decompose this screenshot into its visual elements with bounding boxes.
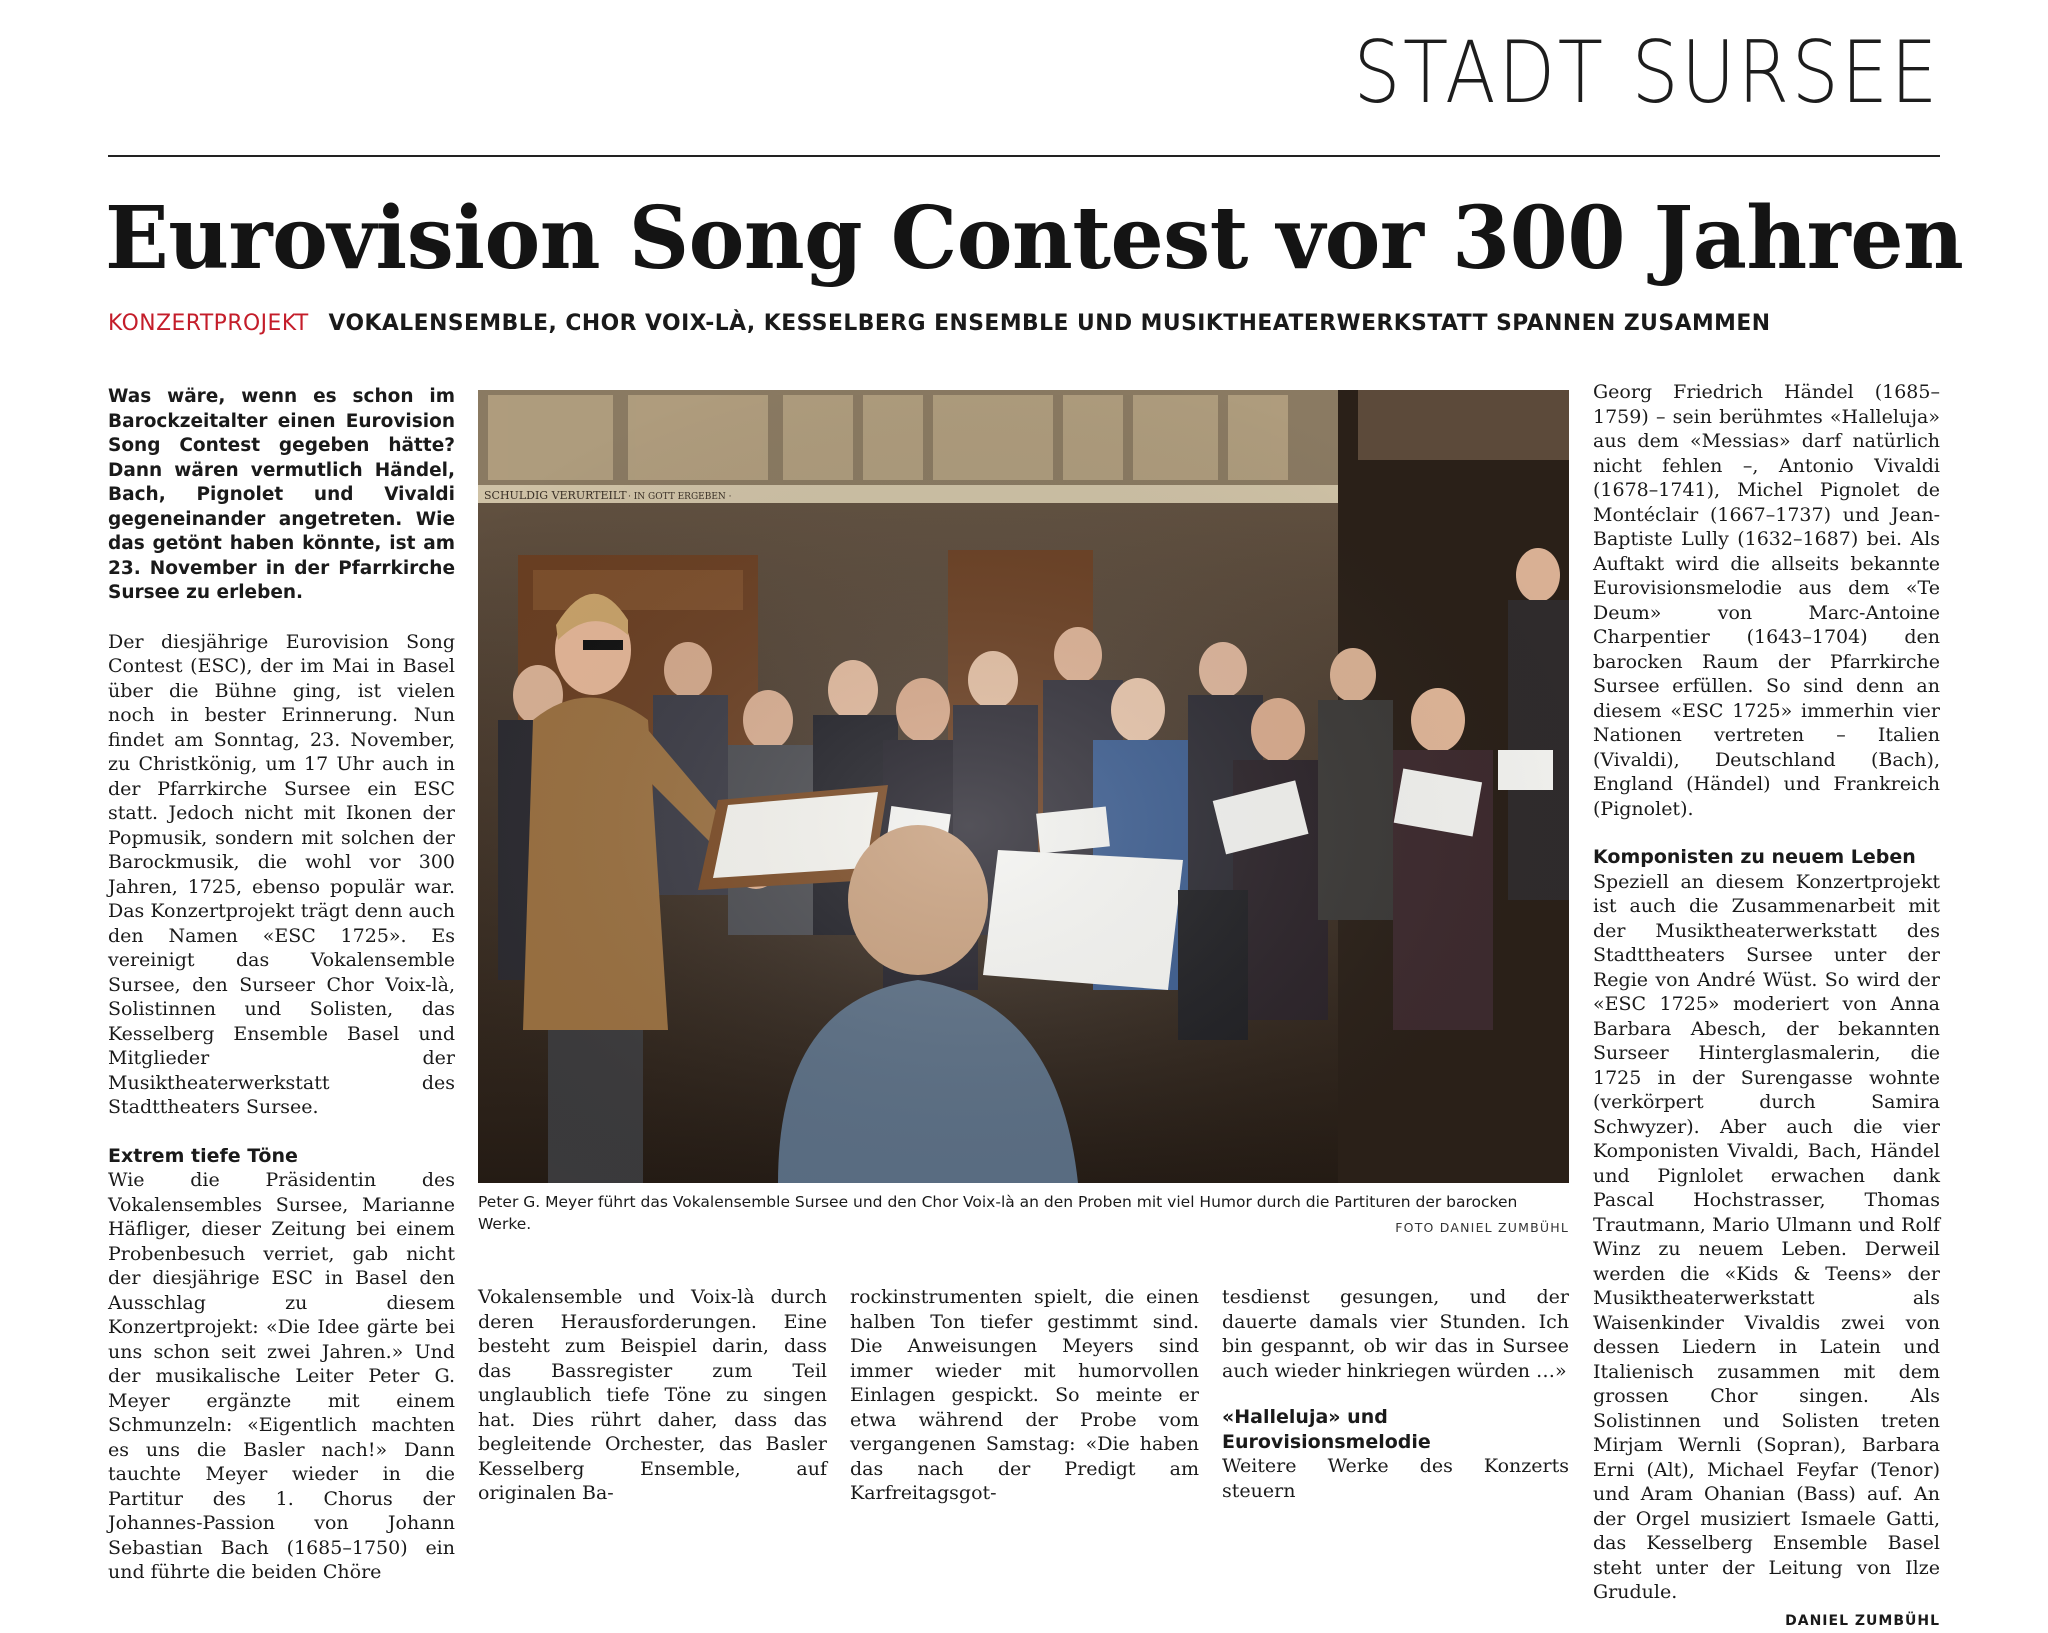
subhead-komponisten: Komponisten zu neuem Leben [1593, 845, 1940, 870]
photo-credit: FOTO DANIEL ZUMBÜHL [1395, 1220, 1569, 1235]
body-paragraph-4: rockinstrumenten spielt, die einen halben Ton tiefer gestimmt sind. Die Anweisungen Meyers sind immer wieder mit humorvollen Einlagen gespickt. So meinte er etwa während der Probe vom vergangenen Samstag: «Die haben das nach der Predigt am Karfreitagsgot- [850, 1285, 1199, 1506]
subhead-halleluja: «Halleluja» und Eurovisionsmelodie [1222, 1405, 1569, 1454]
column-2 [478, 1285, 827, 1506]
top-divider [108, 155, 1940, 157]
choir-photo [478, 390, 1569, 1183]
kicker-row [108, 311, 1771, 336]
body-paragraph-1: Der diesjährige Eurovision Song Contest (ESC), der im Mai in Basel über die Bühne ging, ist vielen noch in bester Erinnerung. Nun findet am Sonntag, 23. November, zu Christkönig, um 17 Uhr auch in der Pfarrkirche Sursee ein ESC statt. Jedoch nicht mit Ikonen der Popmusik, sondern mit solchen der Barockmusik, die wohl vor 300 Jahren, 1725, ebenso populär war. Das Konzertprojekt trägt denn auch den Namen «ESC 1725». Es vereinigt das Vokalensemble Sursee, den Surseer Chor Voix-là, Solistinnen und Solisten, das Kesselberg Ensemble Basel und Mitglieder der Musiktheaterwerkstatt des Stadttheaters Sursee. [108, 630, 455, 1120]
kicker-label: KONZERTPROJEKT [108, 310, 309, 336]
headline: Eurovision Song Contest vor 300 Jahren [105, 196, 1963, 282]
body-paragraph-8: Speziell an diesem Konzertprojekt ist auch die Zusammenarbeit mit der Musiktheaterwerkstatt des Stadttheaters Sursee unter der Regie von André Wüst. So wird der «ESC 1725» moderiert von Anna Barbara Abesch, der bekannten Surseer Hinterglasmalerin, die 1725 in der Surengasse wohnte (verkörpert durch Samira Schwyzer). Aber auch die vier Komponisten Vivaldi, Bach, Händel und Pignlolet erwachen dank Pascal Hochstrasser, Thomas Trautmann, Mario Ulmann und Rolf Winz zu neuem Leben. Derweil werden die «Kids & Teens» der Musiktheaterwerkstatt als Waisenkinder Vivaldis zwei von dessen Liedern in Latein und Italienisch zusammen mit dem grossen Chor singen. Als Solistinnen und Solisten treten Mirjam Wernli (Sopran), Barbara Erni (Alt), Michael Feyfar (Tenor) und Aram Ohanian (Bass) auf. An der Orgel musiziert Ismaele Gatti, das Kesselberg Ensemble Basel steht unter der Leitung von Ilze Grudule. [1593, 870, 1940, 1605]
kicker-text: VOKALENSEMBLE, CHOR VOIX-LÀ, KESSELBERG ENSEMBLE UND MUSIKTHEATERWERKSTATT SPANNEN ZUSAMMEN [328, 310, 1770, 336]
column-3 [850, 1285, 1199, 1506]
body-paragraph-5: tesdienst gesungen, und der dauerte damals vier Stunden. Ich bin gespannt, ob wir das in Sursee auch wieder hinkriegen würden …» [1222, 1285, 1569, 1383]
column-1 [108, 385, 455, 1585]
body-paragraph-7: Georg Friedrich Händel (1685–1759) – sein berühmtes «Halleluja» aus dem «Messias» darf natürlich nicht fehlen –, Antonio Vivaldi (1678–1741), Michel Pignolet de Montéclair (1667–1737) und Jean-Baptiste Lully (1632–1687) bei. Als Auftakt wird die allseits bekannte Eurovisionsmelodie aus dem «Te Deum» von Marc-Antoine Charpentier (1643–1704) den barocken Raum der Pfarrkirche Sursee erfüllen. So sind denn an diesem «ESC 1725» immerhin vier Nationen vertreten – Italien (Vivaldi), Deutschland (Bach), England (Händel) und Frankreich (Pignolet). [1593, 380, 1940, 821]
byline: DANIEL ZUMBÜHL [1785, 1609, 1940, 1633]
photo-caption: Peter G. Meyer führt das Vokalensemble Sursee und den Chor Voix-là an den Proben mit viel Humor durch die Partituren der barocken Werke. [478, 1191, 1569, 1235]
lead-paragraph: Was wäre, wenn es schon im Barockzeitalter einen Eurovision Song Contest gegeben hätte? Dann wären vermutlich Händel, Bach, Pignolet und Vivaldi gegeneinander angetreten. Wie das getönt haben könnte, ist am 23. November in der Pfarrkirche Sursee zu erleben. [108, 385, 455, 606]
column-5 [1593, 380, 1940, 1633]
body-paragraph-2: Wie die Präsidentin des Vokalensembles Sursee, Marianne Häfliger, dieser Zeitung bei einem Probenbesuch verriet, gab nicht der diesjährige ESC in Basel den Ausschlag zu diesem Konzertprojekt: «Die Idee gärte bei uns schon seit zwei Jahren.» Und der musikalische Leiter Peter G. Meyer ergänzte mit einem Schmunzeln: «Eigentlich machten es uns die Basler nach!» Dann tauchte Meyer wieder in die Partitur des 1. Chorus der Johannes-Passion von Johann Sebastian Bach (1685–1750) ein und führte die beiden Chöre [108, 1168, 455, 1585]
subhead-extrem-tiefe-toene: Extrem tiefe Töne [108, 1144, 455, 1169]
body-paragraph-6: Weitere Werke des Konzerts steuern [1222, 1454, 1569, 1503]
body-paragraph-3: Vokalensemble und Voix-là durch deren Herausforderungen. Eine besteht zum Beispiel darin, dass das Bassregister zum Teil unglaublich tiefe Töne zu singen hat. Dies rührt daher, dass das begleitende Orchester, das Basler Kesselberg Ensemble, auf originalen Ba- [478, 1285, 827, 1506]
column-4 [1222, 1285, 1569, 1503]
section-title: STADT SURSEE [1354, 30, 1940, 116]
